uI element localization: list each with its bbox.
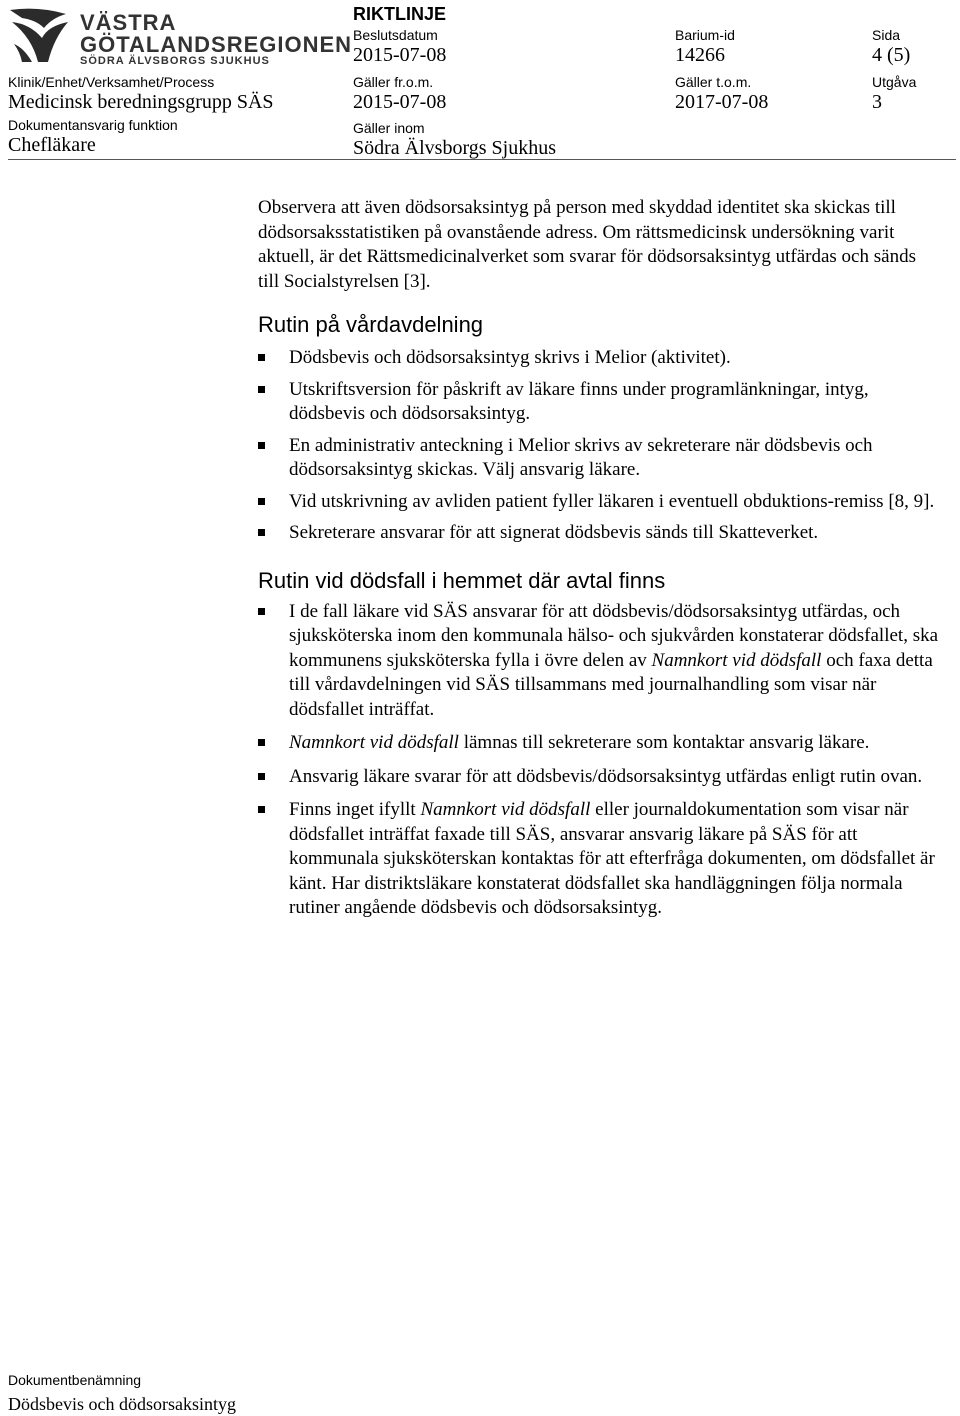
document-type: RIKTLINJE bbox=[353, 4, 447, 24]
vgr-emblem-icon bbox=[8, 4, 74, 68]
bullet-icon bbox=[258, 608, 265, 615]
utgava-value: 3 bbox=[872, 91, 882, 113]
bullet-icon bbox=[258, 806, 265, 813]
logo-line-3: SÖDRA ÄLVSBORGS SJUKHUS bbox=[80, 55, 270, 67]
dokumentansvarig-label: Dokumentansvarig funktion bbox=[8, 117, 178, 133]
list-item: Dödsbevis och dödsorsaksintyg skrivs i Melior (aktivitet). bbox=[258, 346, 938, 371]
sida-label: Sida bbox=[872, 27, 901, 43]
galler-inom-label: Gäller inom bbox=[353, 120, 425, 136]
vgr-logo bbox=[8, 4, 353, 68]
document-body bbox=[258, 196, 938, 930]
bullet-icon bbox=[258, 498, 265, 505]
list-item: Sekreterare ansvarar för att signerat dödsbevis sänds till Skatteverket. bbox=[258, 521, 938, 546]
barium-id-label: Barium-id bbox=[675, 27, 735, 43]
list-item: I de fall läkare vid SÄS ansvarar för att dödsbevis/dödsorsaksintyg utfärdas, och sjuksköterska inom den kommunala hälso- och sjukvården konstaterar dödsfallet, ska kommunens sjuksköterska fylla i övre delen av Namnkort vid dödsfall och faxa detta till vårdavdelningen vid SÄS tillsammans med journalhandling som visar när dödsfallet inträffat. bbox=[258, 600, 938, 723]
list-item: En administrativ anteckning i Melior skrivs av sekreterare när dödsbevis och dödsorsaksintyg skickas. Välj ansvarig läkare. bbox=[258, 434, 938, 483]
list-item: Namnkort vid dödsfall lämnas till sekreterare som kontaktar ansvarig läkare. bbox=[258, 731, 938, 756]
form-name-emphasis: Namnkort vid dödsfall bbox=[420, 799, 591, 820]
barium-id-value: 14266 bbox=[675, 44, 725, 66]
bullet-icon bbox=[258, 529, 265, 536]
beslutsdatum-value: 2015-07-08 bbox=[353, 44, 447, 66]
form-name-emphasis: Namnkort vid dödsfall bbox=[651, 649, 822, 671]
bullet-icon bbox=[258, 386, 265, 393]
header-divider bbox=[8, 159, 956, 160]
galler-from-value: 2015-07-08 bbox=[353, 91, 447, 113]
intro-paragraph: Observera att även dödsorsaksintyg på person med skyddad identitet ska skickas till dödsorsaksstatistiken på ovanstående adress. Om rättsmedicinsk undersökning varit aktuell, är det Rättsmedicinalverket som svarar för dödsorsaksintyg utfärdas och sänds till Socialstyrelsen [3]. bbox=[258, 197, 916, 292]
bullet-icon bbox=[258, 739, 265, 746]
beslutsdatum-label: Beslutsdatum bbox=[353, 27, 438, 43]
bullet-icon bbox=[258, 354, 265, 361]
hemmet-list bbox=[258, 600, 938, 921]
utgava-label: Utgåva bbox=[872, 74, 917, 90]
bullet-icon bbox=[258, 442, 265, 449]
galler-inom-value: Södra Älvsborgs Sjukhus bbox=[353, 137, 556, 159]
dokumentbenamning-label: Dokumentbenämning bbox=[8, 1372, 142, 1388]
process-label: Klinik/Enhet/Verksamhet/Process bbox=[8, 74, 215, 90]
section-heading-vardavdelning: Rutin på vårdavdelning bbox=[258, 312, 484, 337]
sida-value: 4 (5) bbox=[872, 44, 911, 66]
form-name-emphasis: Namnkort vid dödsfall bbox=[289, 732, 459, 753]
process-value: Medicinsk beredningsgrupp SÄS bbox=[8, 91, 274, 113]
dokumentansvarig-value: Chefläkare bbox=[8, 134, 96, 156]
galler-tom-value: 2017-07-08 bbox=[675, 91, 769, 113]
galler-tom-label: Gäller t.o.m. bbox=[675, 74, 752, 90]
list-item: Vid utskrivning av avliden patient fyller läkaren i eventuell obduktions-remiss [8, 9]. bbox=[258, 490, 938, 515]
logo-line-2: GÖTALANDSREGIONEN bbox=[80, 32, 353, 57]
dokumentbenamning-value: Dödsbevis och dödsorsaksintyg bbox=[8, 1394, 236, 1414]
logo-line-1: VÄSTRA bbox=[80, 10, 177, 35]
galler-from-label: Gäller fr.o.m. bbox=[353, 74, 434, 90]
list-item: Ansvarig läkare svarar för att dödsbevis/dödsorsaksintyg utfärdas enligt rutin ovan. bbox=[258, 765, 938, 790]
list-item: Utskriftsversion för påskrift av läkare finns under programlänkningar, intyg, dödsbevis och dödsorsaksintyg. bbox=[258, 378, 938, 427]
section-heading-hemmet: Rutin vid dödsfall i hemmet där avtal finns bbox=[258, 567, 666, 593]
list-item: Finns inget ifyllt Namnkort vid dödsfall eller journaldokumentation som visar när dödsfallet inträffat faxade till SÄS, ansvarar ansvarig läkare på SÄS för att kommunala sjuksköterskan kontaktas för att efterfråga dokumenten, om dödsfallet är känt. Har distriktsläkare konstaterat dödsfallet ska handläggningen följa normala rutiner angående dödsbevis och dödsorsaksintyg. bbox=[258, 798, 938, 921]
bullet-icon bbox=[258, 773, 265, 780]
vardavdelning-list bbox=[258, 346, 938, 546]
